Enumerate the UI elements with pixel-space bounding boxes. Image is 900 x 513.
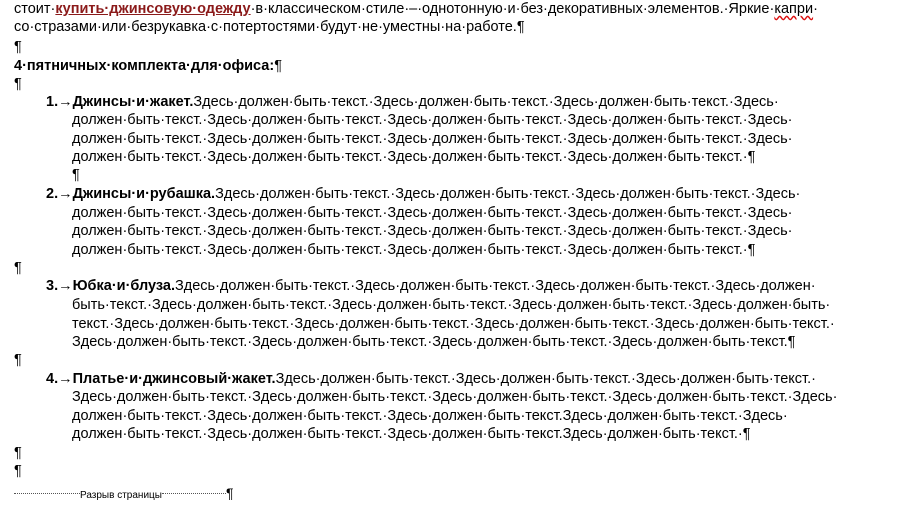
list-item-2-line-3: должен·быть·текст.·Здесь·должен·быть·текст.·Здесь·должен·быть·текст.·Здесь·должен·быть·текст.·Здесь· [72,223,793,239]
list-item-1-line-1 [46,93,779,111]
list-item-3-line-1 [46,277,816,295]
intro-text-post: ·в·классическом·стиле·–·однотонную·и·без·декоративных·элементов.·Яркие· [250,1,775,17]
empty-paragraph-mark: ¶ [14,463,22,479]
empty-paragraph-mark: ¶ [14,260,22,276]
list-item-4-line-1 [46,370,816,388]
list-item-title: Джинсы·и·жакет. [72,94,194,110]
spellcheck-word[interactable]: капри [774,1,814,17]
list-number: 2.→ [46,186,73,202]
page-break-dots-right [162,493,226,494]
list-item-3-line-2: быть·текст.·Здесь·должен·быть·текст.·Здесь·должен·быть·текст.·Здесь·должен·быть·текст.·Здесь·должен·быть· [72,297,831,313]
list-item-4-line-4: должен·быть·текст.·Здесь·должен·быть·текст.·Здесь·должен·быть·текст.Здесь·должен·быть·текст.·¶ [72,426,751,442]
empty-paragraph-mark: ¶ [14,39,22,55]
list-item-title: Джинсы·и·рубашка. [72,186,216,202]
list-item-2-line-2: должен·быть·текст.·Здесь·должен·быть·текст.·Здесь·должен·быть·текст.·Здесь·должен·быть·текст.·Здесь· [72,205,793,221]
intro-text-pre: стоит· [14,1,56,17]
empty-paragraph-mark: ¶ [14,76,22,92]
list-item-1-line-3: должен·быть·текст.·Здесь·должен·быть·текст.·Здесь·должен·быть·текст.·Здесь·должен·быть·текст.·Здесь· [72,131,793,147]
hyperlink-buy-denim[interactable]: купить·джинсовую·одежду [55,1,251,17]
list-item-1-line-4: должен·быть·текст.·Здесь·должен·быть·текст.·Здесь·должен·быть·текст.·Здесь·должен·быть·текст.·¶ [72,149,756,165]
empty-paragraph-mark: ¶ [14,352,22,368]
heading-pilcrow: ¶ [274,58,282,74]
list-item-title: Платье·и·джинсовый·жакет. [72,371,276,387]
page-break-marker[interactable] [14,486,244,500]
section-heading [14,57,282,75]
page-break-label: Разрыв страницы [80,490,162,501]
list-number: 3.→ [46,278,73,294]
list-item-title: Юбка·и·блуза. [72,278,175,294]
list-item-2-line-1 [46,185,800,203]
list-item-4-line-3: должен·быть·текст.·Здесь·должен·быть·текст.·Здесь·должен·быть·текст.Здесь·должен·быть·текст.·Здесь· [72,408,788,424]
heading-text: 4·пятничных·комплекта·для·офиса: [14,58,275,74]
list-item-4-line-2: Здесь·должен·быть·текст.·Здесь·должен·быть·текст.·Здесь·должен·быть·текст.·Здесь·должен·быть·текст.·Здесь· [72,389,838,405]
list-item-text: Здесь·должен·быть·текст.·Здесь·должен·быть·текст.·Здесь·должен·быть·текст.·Здесь·должен· [175,278,816,294]
empty-paragraph-mark: ¶ [14,445,22,461]
intro-line-1 [14,0,818,18]
list-number: 1.→ [46,94,73,110]
intro-text-end: · [813,1,818,17]
empty-paragraph-mark: ¶ [72,167,80,183]
intro-line-2: со·стразами·или·безрукавка·с·потертостями·будут·не·уместны·на·работе.¶ [14,19,525,35]
list-item-text: Здесь·должен·быть·текст.·Здесь·должен·быть·текст.·Здесь·должен·быть·текст.·Здесь· [193,94,779,110]
list-item-text: Здесь·должен·быть·текст.·Здесь·должен·быть·текст.·Здесь·должен·быть·текст.·Здесь· [215,186,801,202]
list-item-text: Здесь·должен·быть·текст.·Здесь·должен·быть·текст.·Здесь·должен·быть·текст.· [275,371,816,387]
list-item-3-line-4: Здесь·должен·быть·текст.·Здесь·должен·быть·текст.·Здесь·должен·быть·текст.·Здесь·должен·быть·текст.¶ [72,334,796,350]
list-item-2-line-4: должен·быть·текст.·Здесь·должен·быть·текст.·Здесь·должен·быть·текст.·Здесь·должен·быть·текст.·¶ [72,242,756,258]
page-break-pilcrow: ¶ [225,485,234,501]
page-break-dots-left [14,493,80,494]
list-item-1-line-2: должен·быть·текст.·Здесь·должен·быть·текст.·Здесь·должен·быть·текст.·Здесь·должен·быть·текст.·Здесь· [72,112,793,128]
list-item-3-line-3: текст.·Здесь·должен·быть·текст.·Здесь·должен·быть·текст.·Здесь·должен·быть·текст.·Здесь·должен·быть·текст.· [72,316,835,332]
list-number: 4.→ [46,371,73,387]
